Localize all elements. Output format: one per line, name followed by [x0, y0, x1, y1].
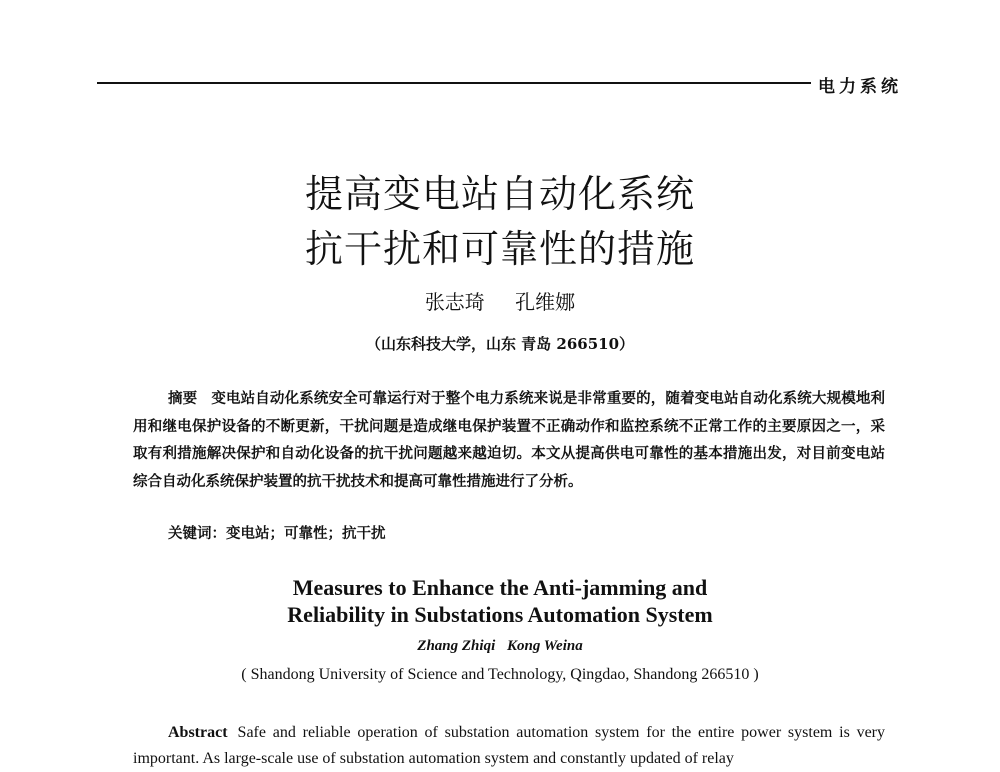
cn-abstract-label: 摘要	[168, 390, 198, 407]
en-abstract-label: Abstract	[168, 724, 228, 741]
en-abstract	[133, 720, 885, 772]
en-title-line-2: Reliability in Substations Automation System	[287, 602, 713, 627]
cn-abstract-text: 变电站自动化系统安全可靠运行对于整个电力系统来说是非常重要的，随着变电站自动化系统大规模地利用和继电保护设备的不断更新，干扰问题是造成继电保护装置不正确动作和监控系统不正常工作的主要原因之一，采取有利措施解决保护和自动化设备的抗干扰问题越来越迫切。本文从提高供电可靠性的基本措施出发，对目前变电站综合自动化系统保护装置的抗干扰技术和提高可靠性措施进行了分析。	[133, 390, 886, 490]
cn-author: 张志琦	[424, 290, 485, 314]
cn-affiliation: （山东科技大学，山东 青岛 266510）	[365, 335, 635, 353]
cn-abstract	[133, 385, 885, 495]
en-title-line-1: Measures to Enhance the Anti-jamming and	[292, 575, 708, 600]
en-author: Kong Weina	[506, 638, 583, 654]
journal-section-label: 电力系统	[818, 77, 902, 97]
cn-title-line-2: 抗干扰和可靠性的措施	[304, 227, 695, 271]
cn-authors	[0, 286, 1000, 315]
en-authors	[0, 638, 1000, 655]
cn-keywords-label: 关键词：	[168, 525, 226, 542]
header-rule	[97, 82, 811, 84]
cn-keywords-text: 变电站；可靠性；抗干扰	[226, 525, 386, 542]
en-abstract-text: Safe and reliable operation of substation automation system for the entire power system is very important. As large-scale use of substation automation system and constantly updated of relay	[133, 724, 885, 767]
en-affiliation: ( Shandong University of Science and Technology, Qingdao, Shandong 266510 )	[241, 666, 759, 683]
cn-keywords	[168, 522, 386, 543]
cn-title-line-1: 提高变电站自动化系统	[304, 172, 695, 216]
cn-author: 孔维娜	[515, 290, 576, 314]
en-author: Zhang Zhiqi	[417, 638, 496, 654]
